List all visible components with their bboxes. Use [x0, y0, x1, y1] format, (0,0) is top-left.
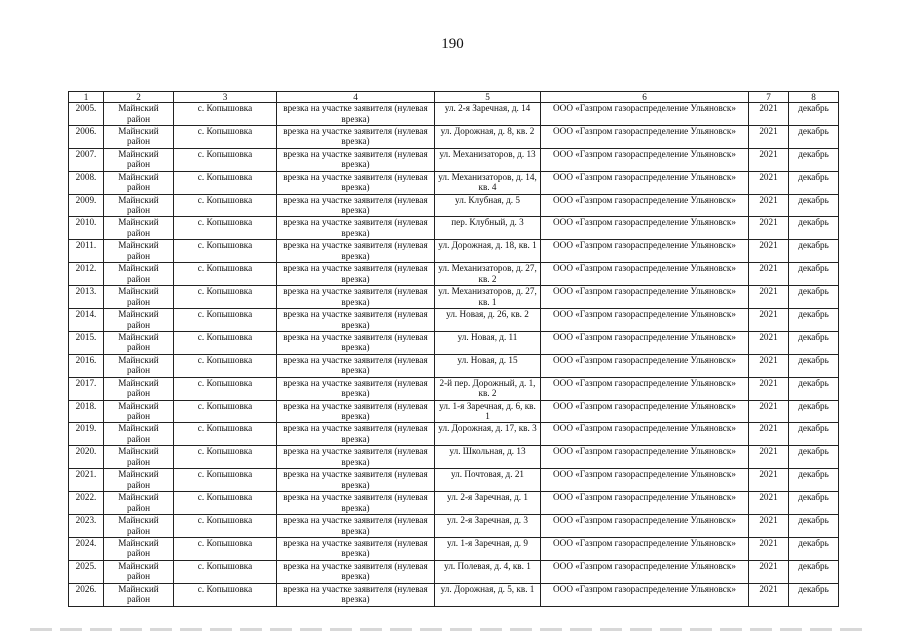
- settlement-cell: с. Копышовка: [174, 377, 277, 400]
- table-row: [69, 446, 839, 469]
- row-number: 2015.: [69, 331, 104, 354]
- row-number: 2026.: [69, 583, 104, 606]
- connection-type-cell: врезка на участке заявителя (нулевая врезка): [277, 171, 435, 194]
- connection-type-cell: врезка на участке заявителя (нулевая врезка): [277, 446, 435, 469]
- row-number: 2011.: [69, 240, 104, 263]
- address-cell: пер. Клубный, д. 3: [435, 217, 541, 240]
- month-cell: декабрь: [789, 217, 839, 240]
- connection-type-cell: врезка на участке заявителя (нулевая врезка): [277, 537, 435, 560]
- address-cell: ул. Новая, д. 15: [435, 354, 541, 377]
- month-cell: декабрь: [789, 309, 839, 332]
- column-header: 7: [749, 92, 789, 103]
- address-cell: ул. 2-я Заречная, д. 14: [435, 103, 541, 126]
- year-cell: 2021: [749, 469, 789, 492]
- row-number: 2024.: [69, 537, 104, 560]
- year-cell: 2021: [749, 217, 789, 240]
- month-cell: декабрь: [789, 377, 839, 400]
- address-cell: ул. Дорожная, д. 5, кв. 1: [435, 583, 541, 606]
- month-cell: декабрь: [789, 560, 839, 583]
- organization-cell: ООО «Газпром газораспределение Ульяновск»: [541, 492, 749, 515]
- organization-cell: ООО «Газпром газораспределение Ульяновск»: [541, 515, 749, 538]
- connection-type-cell: врезка на участке заявителя (нулевая врезка): [277, 354, 435, 377]
- row-number: 2022.: [69, 492, 104, 515]
- settlement-cell: с. Копышовка: [174, 286, 277, 309]
- organization-cell: ООО «Газпром газораспределение Ульяновск»: [541, 171, 749, 194]
- connection-type-cell: врезка на участке заявителя (нулевая врезка): [277, 423, 435, 446]
- month-cell: декабрь: [789, 354, 839, 377]
- table-row: [69, 560, 839, 583]
- district-cell: Майнский район: [104, 286, 174, 309]
- address-cell: 2-й пер. Дорожный, д. 1, кв. 2: [435, 377, 541, 400]
- table-row: [69, 469, 839, 492]
- district-cell: Майнский район: [104, 331, 174, 354]
- organization-cell: ООО «Газпром газораспределение Ульяновск»: [541, 148, 749, 171]
- table-row: [69, 515, 839, 538]
- row-number: 2007.: [69, 148, 104, 171]
- row-number: 2017.: [69, 377, 104, 400]
- column-header: 8: [789, 92, 839, 103]
- table-body: [69, 103, 839, 607]
- settlement-cell: с. Копышовка: [174, 583, 277, 606]
- organization-cell: ООО «Газпром газораспределение Ульяновск»: [541, 583, 749, 606]
- year-cell: 2021: [749, 240, 789, 263]
- month-cell: декабрь: [789, 148, 839, 171]
- year-cell: 2021: [749, 377, 789, 400]
- district-cell: Майнский район: [104, 537, 174, 560]
- month-cell: декабрь: [789, 469, 839, 492]
- row-number: 2014.: [69, 309, 104, 332]
- district-cell: Майнский район: [104, 423, 174, 446]
- settlement-cell: с. Копышовка: [174, 217, 277, 240]
- connection-type-cell: врезка на участке заявителя (нулевая врезка): [277, 263, 435, 286]
- year-cell: 2021: [749, 537, 789, 560]
- row-number: 2006.: [69, 125, 104, 148]
- table-row: [69, 263, 839, 286]
- district-cell: Майнский район: [104, 469, 174, 492]
- month-cell: декабрь: [789, 537, 839, 560]
- settlement-cell: с. Копышовка: [174, 560, 277, 583]
- row-number: 2013.: [69, 286, 104, 309]
- organization-cell: ООО «Газпром газораспределение Ульяновск»: [541, 194, 749, 217]
- connection-type-cell: врезка на участке заявителя (нулевая врезка): [277, 217, 435, 240]
- district-cell: Майнский район: [104, 125, 174, 148]
- district-cell: Майнский район: [104, 515, 174, 538]
- connection-type-cell: врезка на участке заявителя (нулевая врезка): [277, 125, 435, 148]
- month-cell: декабрь: [789, 492, 839, 515]
- organization-cell: ООО «Газпром газораспределение Ульяновск»: [541, 240, 749, 263]
- year-cell: 2021: [749, 492, 789, 515]
- address-cell: ул. Новая, д. 11: [435, 331, 541, 354]
- year-cell: 2021: [749, 263, 789, 286]
- address-cell: ул. 1-я Заречная, д. 9: [435, 537, 541, 560]
- column-header: 3: [174, 92, 277, 103]
- connection-type-cell: врезка на участке заявителя (нулевая врезка): [277, 148, 435, 171]
- connection-type-cell: врезка на участке заявителя (нулевая врезка): [277, 286, 435, 309]
- column-header: 4: [277, 92, 435, 103]
- district-cell: Майнский район: [104, 560, 174, 583]
- organization-cell: ООО «Газпром газораспределение Ульяновск»: [541, 125, 749, 148]
- month-cell: декабрь: [789, 171, 839, 194]
- organization-cell: ООО «Газпром газораспределение Ульяновск»: [541, 354, 749, 377]
- row-number: 2023.: [69, 515, 104, 538]
- connection-type-cell: врезка на участке заявителя (нулевая врезка): [277, 400, 435, 423]
- table-row: [69, 331, 839, 354]
- settlement-cell: с. Копышовка: [174, 148, 277, 171]
- table-row: [69, 537, 839, 560]
- settlement-cell: с. Копышовка: [174, 331, 277, 354]
- year-cell: 2021: [749, 194, 789, 217]
- month-cell: декабрь: [789, 103, 839, 126]
- settlement-cell: с. Копышовка: [174, 515, 277, 538]
- district-cell: Майнский район: [104, 309, 174, 332]
- year-cell: 2021: [749, 331, 789, 354]
- settlement-cell: с. Копышовка: [174, 469, 277, 492]
- organization-cell: ООО «Газпром газораспределение Ульяновск»: [541, 377, 749, 400]
- district-cell: Майнский район: [104, 263, 174, 286]
- address-cell: ул. Механизаторов, д. 13: [435, 148, 541, 171]
- address-cell: ул. Дорожная, д. 18, кв. 1: [435, 240, 541, 263]
- district-cell: Майнский район: [104, 103, 174, 126]
- year-cell: 2021: [749, 309, 789, 332]
- connection-type-cell: врезка на участке заявителя (нулевая врезка): [277, 309, 435, 332]
- connection-type-cell: врезка на участке заявителя (нулевая врезка): [277, 194, 435, 217]
- organization-cell: ООО «Газпром газораспределение Ульяновск»: [541, 217, 749, 240]
- connection-type-cell: врезка на участке заявителя (нулевая врезка): [277, 560, 435, 583]
- organization-cell: ООО «Газпром газораспределение Ульяновск»: [541, 560, 749, 583]
- address-cell: ул. Механизаторов, д. 27, кв. 2: [435, 263, 541, 286]
- connection-type-cell: врезка на участке заявителя (нулевая врезка): [277, 103, 435, 126]
- row-number: 2025.: [69, 560, 104, 583]
- settlement-cell: с. Копышовка: [174, 537, 277, 560]
- table-row: [69, 400, 839, 423]
- organization-cell: ООО «Газпром газораспределение Ульяновск»: [541, 331, 749, 354]
- table-row: [69, 583, 839, 606]
- column-header: 5: [435, 92, 541, 103]
- district-cell: Майнский район: [104, 240, 174, 263]
- header-row: [69, 92, 839, 103]
- connection-type-cell: врезка на участке заявителя (нулевая врезка): [277, 515, 435, 538]
- year-cell: 2021: [749, 125, 789, 148]
- table-row: [69, 217, 839, 240]
- connection-type-cell: врезка на участке заявителя (нулевая врезка): [277, 583, 435, 606]
- column-header: 1: [69, 92, 104, 103]
- year-cell: 2021: [749, 148, 789, 171]
- address-cell: ул. Дорожная, д. 17, кв. 3: [435, 423, 541, 446]
- connection-type-cell: врезка на участке заявителя (нулевая врезка): [277, 377, 435, 400]
- organization-cell: ООО «Газпром газораспределение Ульяновск»: [541, 309, 749, 332]
- address-cell: ул. Клубная, д. 5: [435, 194, 541, 217]
- settlement-cell: с. Копышовка: [174, 240, 277, 263]
- settlement-cell: с. Копышовка: [174, 354, 277, 377]
- organization-cell: ООО «Газпром газораспределение Ульяновск»: [541, 103, 749, 126]
- organization-cell: ООО «Газпром газораспределение Ульяновск»: [541, 286, 749, 309]
- connection-type-cell: врезка на участке заявителя (нулевая врезка): [277, 469, 435, 492]
- address-cell: ул. Новая, д. 26, кв. 2: [435, 309, 541, 332]
- table-row: [69, 171, 839, 194]
- year-cell: 2021: [749, 354, 789, 377]
- row-number: 2019.: [69, 423, 104, 446]
- address-cell: ул. 2-я Заречная, д. 3: [435, 515, 541, 538]
- row-number: 2020.: [69, 446, 104, 469]
- table-row: [69, 492, 839, 515]
- row-number: 2005.: [69, 103, 104, 126]
- settlement-cell: с. Копышовка: [174, 309, 277, 332]
- year-cell: 2021: [749, 103, 789, 126]
- settlement-cell: с. Копышовка: [174, 423, 277, 446]
- year-cell: 2021: [749, 286, 789, 309]
- settlement-cell: с. Копышовка: [174, 400, 277, 423]
- district-cell: Майнский район: [104, 446, 174, 469]
- table-row: [69, 423, 839, 446]
- table-row: [69, 354, 839, 377]
- page-number: 190: [441, 36, 464, 52]
- district-cell: Майнский район: [104, 377, 174, 400]
- year-cell: 2021: [749, 560, 789, 583]
- district-cell: Майнский район: [104, 194, 174, 217]
- month-cell: декабрь: [789, 194, 839, 217]
- month-cell: декабрь: [789, 400, 839, 423]
- district-cell: Майнский район: [104, 148, 174, 171]
- table-row: [69, 148, 839, 171]
- month-cell: декабрь: [789, 286, 839, 309]
- year-cell: 2021: [749, 171, 789, 194]
- table-row: [69, 286, 839, 309]
- organization-cell: ООО «Газпром газораспределение Ульяновск»: [541, 400, 749, 423]
- table-row: [69, 103, 839, 126]
- settlement-cell: с. Копышовка: [174, 492, 277, 515]
- address-cell: ул. 1-я Заречная, д. 6, кв. 1: [435, 400, 541, 423]
- district-cell: Майнский район: [104, 171, 174, 194]
- year-cell: 2021: [749, 423, 789, 446]
- district-cell: Майнский район: [104, 492, 174, 515]
- row-number: 2008.: [69, 171, 104, 194]
- month-cell: декабрь: [789, 125, 839, 148]
- organization-cell: ООО «Газпром газораспределение Ульяновск»: [541, 469, 749, 492]
- month-cell: декабрь: [789, 446, 839, 469]
- organization-cell: ООО «Газпром газораспределение Ульяновск»: [541, 446, 749, 469]
- row-number: 2012.: [69, 263, 104, 286]
- month-cell: декабрь: [789, 240, 839, 263]
- column-header: 2: [104, 92, 174, 103]
- scan-artifact: [30, 628, 870, 631]
- organization-cell: ООО «Газпром газораспределение Ульяновск»: [541, 263, 749, 286]
- address-cell: ул. Школьная, д. 13: [435, 446, 541, 469]
- month-cell: декабрь: [789, 263, 839, 286]
- connection-type-cell: врезка на участке заявителя (нулевая врезка): [277, 240, 435, 263]
- month-cell: декабрь: [789, 515, 839, 538]
- settlement-cell: с. Копышовка: [174, 103, 277, 126]
- month-cell: декабрь: [789, 331, 839, 354]
- row-number: 2010.: [69, 217, 104, 240]
- year-cell: 2021: [749, 583, 789, 606]
- address-cell: ул. Полевая, д. 4, кв. 1: [435, 560, 541, 583]
- district-cell: Майнский район: [104, 217, 174, 240]
- address-cell: ул. Механизаторов, д. 14, кв. 4: [435, 171, 541, 194]
- address-cell: ул. Дорожная, д. 8, кв. 2: [435, 125, 541, 148]
- address-cell: ул. Механизаторов, д. 27, кв. 1: [435, 286, 541, 309]
- district-cell: Майнский район: [104, 354, 174, 377]
- year-cell: 2021: [749, 515, 789, 538]
- table-row: [69, 194, 839, 217]
- organization-cell: ООО «Газпром газораспределение Ульяновск»: [541, 423, 749, 446]
- gasification-table: [68, 91, 839, 607]
- settlement-cell: с. Копышовка: [174, 194, 277, 217]
- district-cell: Майнский район: [104, 583, 174, 606]
- month-cell: декабрь: [789, 583, 839, 606]
- settlement-cell: с. Копышовка: [174, 263, 277, 286]
- row-number: 2009.: [69, 194, 104, 217]
- month-cell: декабрь: [789, 423, 839, 446]
- column-header: 6: [541, 92, 749, 103]
- table-row: [69, 377, 839, 400]
- connection-type-cell: врезка на участке заявителя (нулевая врезка): [277, 331, 435, 354]
- connection-type-cell: врезка на участке заявителя (нулевая врезка): [277, 492, 435, 515]
- row-number: 2016.: [69, 354, 104, 377]
- year-cell: 2021: [749, 446, 789, 469]
- year-cell: 2021: [749, 400, 789, 423]
- row-number: 2018.: [69, 400, 104, 423]
- district-cell: Майнский район: [104, 400, 174, 423]
- table-row: [69, 309, 839, 332]
- row-number: 2021.: [69, 469, 104, 492]
- address-cell: ул. 2-я Заречная, д. 1: [435, 492, 541, 515]
- table-row: [69, 125, 839, 148]
- address-cell: ул. Почтовая, д. 21: [435, 469, 541, 492]
- settlement-cell: с. Копышовка: [174, 125, 277, 148]
- organization-cell: ООО «Газпром газораспределение Ульяновск»: [541, 537, 749, 560]
- settlement-cell: с. Копышовка: [174, 446, 277, 469]
- table-row: [69, 240, 839, 263]
- settlement-cell: с. Копышовка: [174, 171, 277, 194]
